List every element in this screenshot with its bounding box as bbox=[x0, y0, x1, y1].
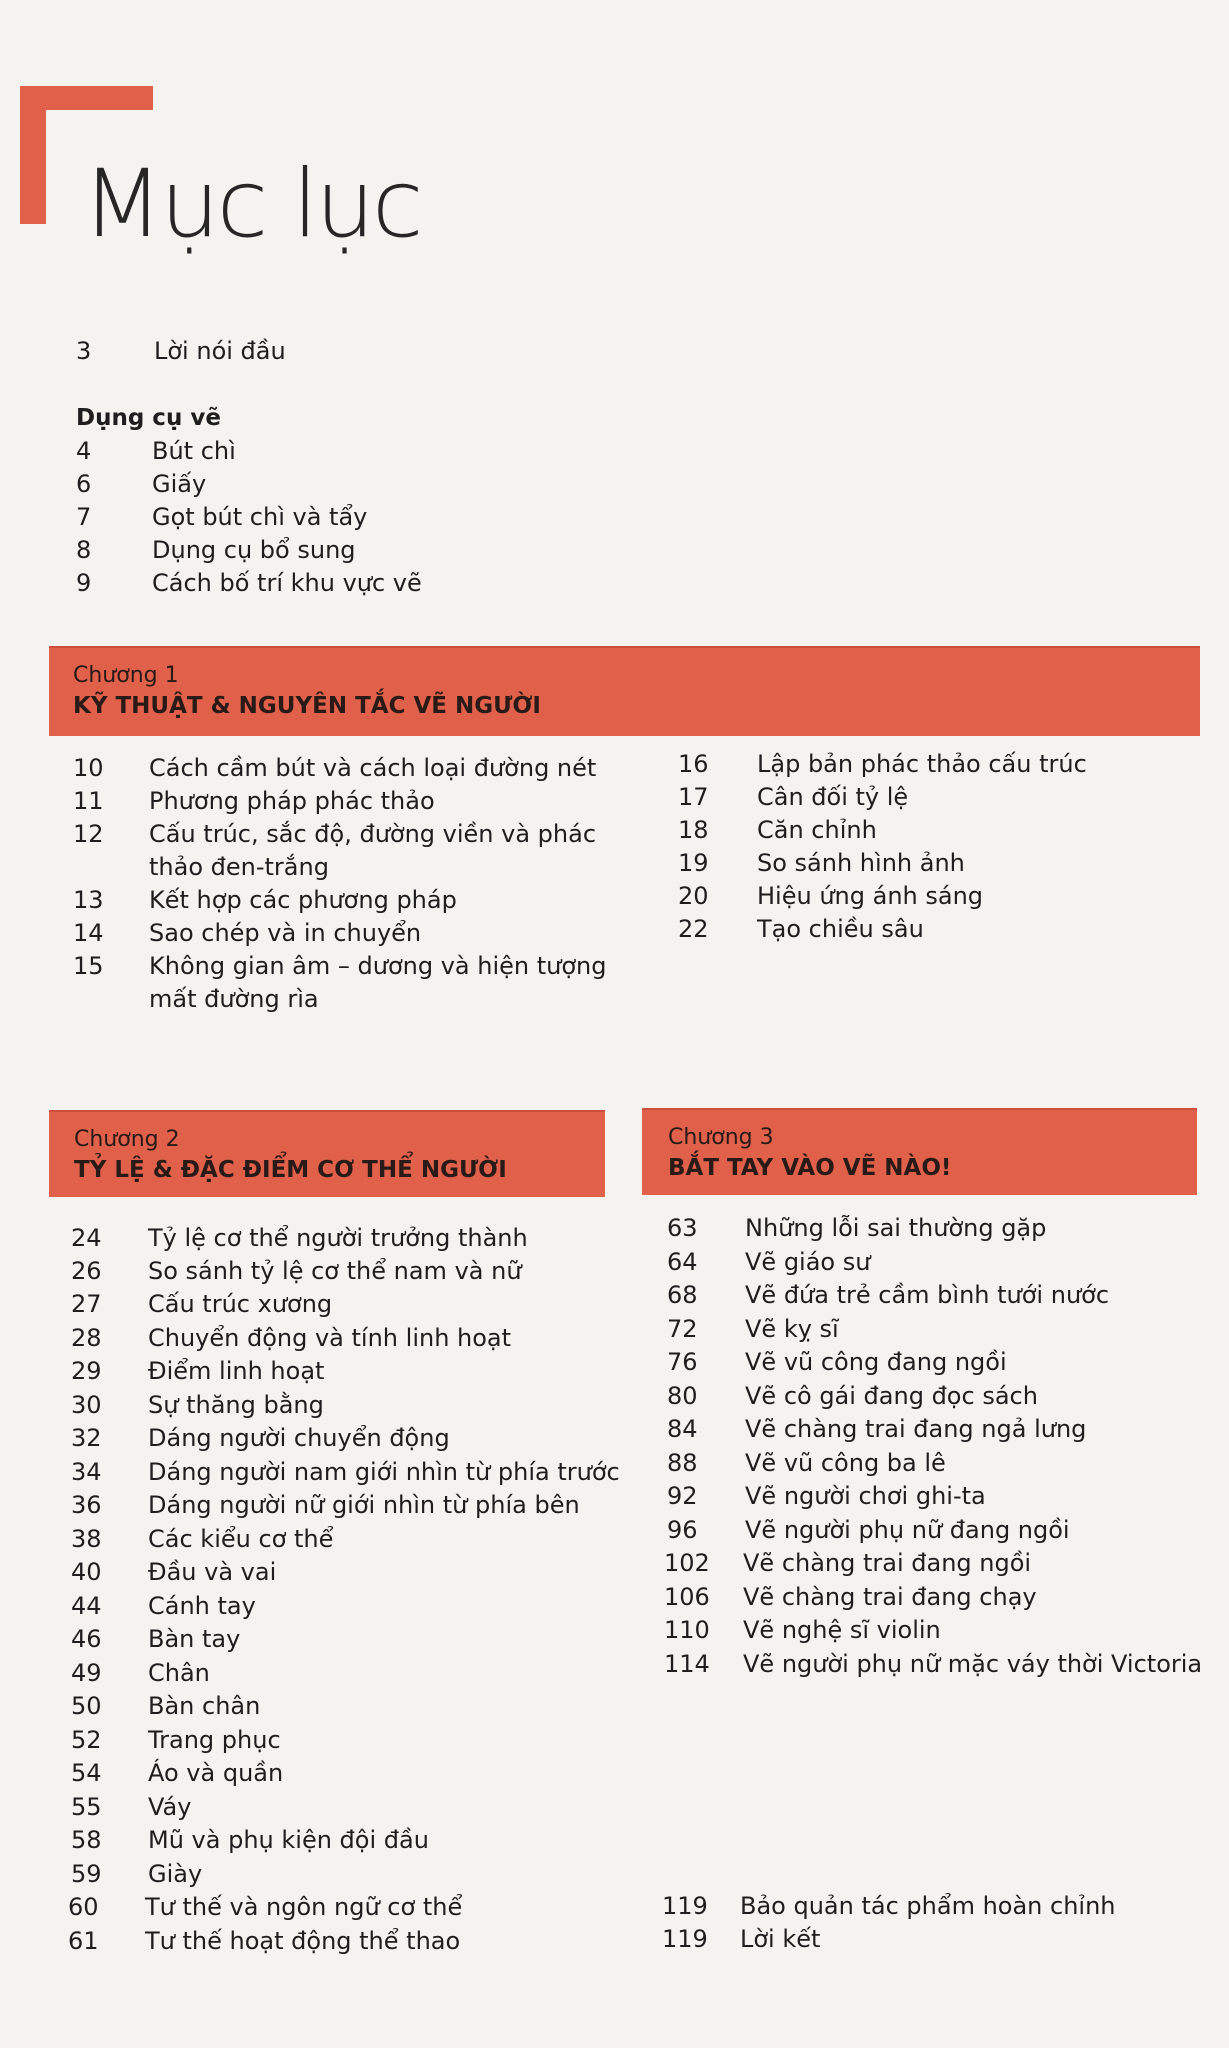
entry-page: 14 bbox=[73, 919, 104, 947]
entry-title: Vẽ cô gái đang đọc sách bbox=[745, 1382, 1038, 1410]
entry-page: 20 bbox=[678, 882, 709, 910]
entry-page: 72 bbox=[667, 1315, 698, 1343]
entry-title: Lập bản phác thảo cấu trúc bbox=[757, 750, 1087, 778]
entry-page: 119 bbox=[662, 1892, 708, 1920]
entry-page: 49 bbox=[71, 1659, 102, 1687]
entry-page: 24 bbox=[71, 1224, 102, 1252]
entry-title: Áo và quần bbox=[148, 1759, 284, 1787]
entry-title: Chân bbox=[148, 1659, 210, 1687]
entry-page: 4 bbox=[76, 437, 92, 465]
entry-page: 32 bbox=[71, 1424, 102, 1452]
entry-page: 50 bbox=[71, 1692, 102, 1720]
entry-page: 44 bbox=[71, 1592, 102, 1620]
entry-page: 30 bbox=[71, 1391, 102, 1419]
tools-heading: Dụng cụ vẽ bbox=[76, 405, 221, 431]
entry-title: Giày bbox=[148, 1860, 203, 1888]
entry-page: 110 bbox=[664, 1616, 710, 1644]
entry-title: Tạo chiều sâu bbox=[757, 915, 924, 943]
entry-page: 22 bbox=[678, 915, 709, 943]
entry-page: 12 bbox=[73, 820, 104, 848]
entry-title: Những lỗi sai thường gặp bbox=[745, 1214, 1047, 1242]
entry-page: 54 bbox=[71, 1759, 102, 1787]
entry-page: 55 bbox=[71, 1793, 102, 1821]
entry-page: 26 bbox=[71, 1257, 102, 1285]
entry-title: Căn chỉnh bbox=[757, 816, 877, 844]
entry-page: 92 bbox=[667, 1482, 698, 1510]
chapter-title: TỶ LỆ & ĐẶC ĐIỂM CƠ THỂ NGƯỜI bbox=[74, 1157, 507, 1183]
entry-page: 76 bbox=[667, 1348, 698, 1376]
entry-title: Tỷ lệ cơ thể người trưởng thành bbox=[148, 1224, 528, 1252]
entry-title: Vẽ giáo sư bbox=[745, 1248, 871, 1276]
entry-title: Mũ và phụ kiện đội đầu bbox=[148, 1826, 429, 1854]
entry-title: Vẽ chàng trai đang ngồi bbox=[743, 1549, 1032, 1577]
chapter-label: Chương 1 bbox=[73, 663, 179, 688]
entry-title: Sao chép và in chuyển bbox=[149, 919, 422, 947]
entry-page: 102 bbox=[664, 1549, 710, 1577]
entry-title: Cấu trúc, sắc độ, đường viền và phác bbox=[149, 820, 597, 848]
entry-title: Bảo quản tác phẩm hoàn chỉnh bbox=[740, 1892, 1116, 1920]
entry-title: Lời nói đầu bbox=[154, 337, 286, 365]
entry-page: 11 bbox=[73, 787, 104, 815]
entry-title: Cấu trúc xương bbox=[148, 1290, 333, 1318]
entry-title: Vẽ đứa trẻ cầm bình tưới nước bbox=[745, 1281, 1110, 1309]
entry-title: Giấy bbox=[152, 470, 207, 498]
entry-page: 96 bbox=[667, 1516, 698, 1544]
entry-title: Sự thăng bằng bbox=[148, 1391, 324, 1419]
entry-page: 119 bbox=[662, 1925, 708, 1953]
entry-title: So sánh tỷ lệ cơ thể nam và nữ bbox=[148, 1257, 522, 1285]
entry-page: 29 bbox=[71, 1357, 102, 1385]
entry-title: Vẽ vũ công ba lê bbox=[745, 1449, 946, 1477]
chapter-3-header bbox=[642, 1108, 1197, 1195]
entry-title: Váy bbox=[148, 1793, 192, 1821]
entry-title: Dáng người nam giới nhìn từ phía trước bbox=[148, 1458, 620, 1486]
entry-page: 6 bbox=[76, 470, 92, 498]
entry-page: 36 bbox=[71, 1491, 102, 1519]
entry-page: 60 bbox=[68, 1893, 99, 1921]
entry-page: 61 bbox=[68, 1927, 99, 1955]
entry-page: 27 bbox=[71, 1290, 102, 1318]
entry-page: 40 bbox=[71, 1558, 102, 1586]
chapter-2-header bbox=[49, 1110, 605, 1197]
entry-page: 34 bbox=[71, 1458, 102, 1486]
entry-title: Bàn tay bbox=[148, 1625, 241, 1653]
chapter-label: Chương 2 bbox=[74, 1127, 180, 1152]
entry-title: Cân đối tỷ lệ bbox=[757, 783, 909, 811]
entry-title: Tư thế hoạt động thể thao bbox=[145, 1927, 461, 1955]
entry-page: 58 bbox=[71, 1826, 102, 1854]
entry-page: 38 bbox=[71, 1525, 102, 1553]
entry-page: 68 bbox=[667, 1281, 698, 1309]
entry-title: Đầu và vai bbox=[148, 1558, 277, 1586]
entry-page: 3 bbox=[76, 337, 92, 365]
entry-title: Cách cầm bút và cách loại đường nét bbox=[149, 754, 597, 782]
entry-page: 15 bbox=[73, 952, 104, 980]
page-title: Mục lục bbox=[82, 150, 421, 259]
entry-page: 52 bbox=[71, 1726, 102, 1754]
entry-page: 106 bbox=[664, 1583, 710, 1611]
entry-title: Cách bố trí khu vực vẽ bbox=[152, 569, 422, 597]
entry-page: 63 bbox=[667, 1214, 698, 1242]
entry-title: Vẽ người chơi ghi-ta bbox=[745, 1482, 986, 1510]
entry-title: Vẽ kỵ sĩ bbox=[745, 1315, 839, 1343]
entry-title: Lời kết bbox=[740, 1925, 821, 1953]
entry-page: 28 bbox=[71, 1324, 102, 1352]
entry-title: Điểm linh hoạt bbox=[148, 1357, 325, 1385]
entry-title: thảo đen-trắng bbox=[149, 853, 329, 881]
entry-title: Trang phục bbox=[148, 1726, 281, 1754]
entry-title: Vẽ người phụ nữ mặc váy thời Victoria bbox=[743, 1650, 1203, 1678]
entry-page: 16 bbox=[678, 750, 709, 778]
entry-title: Vẽ nghệ sĩ violin bbox=[743, 1616, 941, 1644]
entry-title: Không gian âm – dương và hiện tượng bbox=[149, 952, 607, 980]
entry-title: Hiệu ứng ánh sáng bbox=[757, 882, 984, 910]
entry-title: Dáng người chuyển động bbox=[148, 1424, 450, 1452]
entry-title: Bút chì bbox=[152, 437, 236, 465]
entry-page: 84 bbox=[667, 1415, 698, 1443]
entry-title: Vẽ người phụ nữ đang ngồi bbox=[745, 1516, 1070, 1544]
entry-page: 8 bbox=[76, 536, 92, 564]
entry-title: Các kiểu cơ thể bbox=[148, 1525, 334, 1553]
entry-title: Kết hợp các phương pháp bbox=[149, 886, 457, 914]
entry-page: 18 bbox=[678, 816, 709, 844]
entry-title: Tư thế và ngôn ngữ cơ thể bbox=[145, 1893, 463, 1921]
entry-page: 19 bbox=[678, 849, 709, 877]
chapter-1-header bbox=[49, 646, 1200, 736]
entry-title: Phương pháp phác thảo bbox=[149, 787, 435, 815]
entry-page: 10 bbox=[73, 754, 104, 782]
chapter-label: Chương 3 bbox=[668, 1125, 774, 1150]
chapter-title: BẮT TAY VÀO VẼ NÀO! bbox=[668, 1155, 952, 1181]
entry-page: 9 bbox=[76, 569, 92, 597]
entry-title: Cánh tay bbox=[148, 1592, 256, 1620]
entry-page: 114 bbox=[664, 1650, 710, 1678]
entry-page: 46 bbox=[71, 1625, 102, 1653]
entry-page: 64 bbox=[667, 1248, 698, 1276]
entry-title: Vẽ chàng trai đang ngả lưng bbox=[745, 1415, 1087, 1443]
entry-title: So sánh hình ảnh bbox=[757, 849, 965, 877]
entry-title: Vẽ vũ công đang ngồi bbox=[745, 1348, 1007, 1376]
entry-page: 80 bbox=[667, 1382, 698, 1410]
entry-page: 13 bbox=[73, 886, 104, 914]
corner-accent-left bbox=[20, 86, 46, 224]
entry-page: 88 bbox=[667, 1449, 698, 1477]
entry-page: 7 bbox=[76, 503, 92, 531]
entry-title: Gọt bút chì và tẩy bbox=[152, 503, 368, 531]
entry-title: mất đường rìa bbox=[149, 985, 319, 1013]
chapter-title: KỸ THUẬT & NGUYÊN TẮC VẼ NGƯỜI bbox=[73, 693, 541, 719]
entry-title: Dụng cụ bổ sung bbox=[152, 536, 356, 564]
entry-title: Chuyển động và tính linh hoạt bbox=[148, 1324, 512, 1352]
entry-title: Bàn chân bbox=[148, 1692, 261, 1720]
entry-page: 17 bbox=[678, 783, 709, 811]
entry-page: 59 bbox=[71, 1860, 102, 1888]
entry-title: Dáng người nữ giới nhìn từ phía bên bbox=[148, 1491, 580, 1519]
entry-title: Vẽ chàng trai đang chạy bbox=[743, 1583, 1037, 1611]
